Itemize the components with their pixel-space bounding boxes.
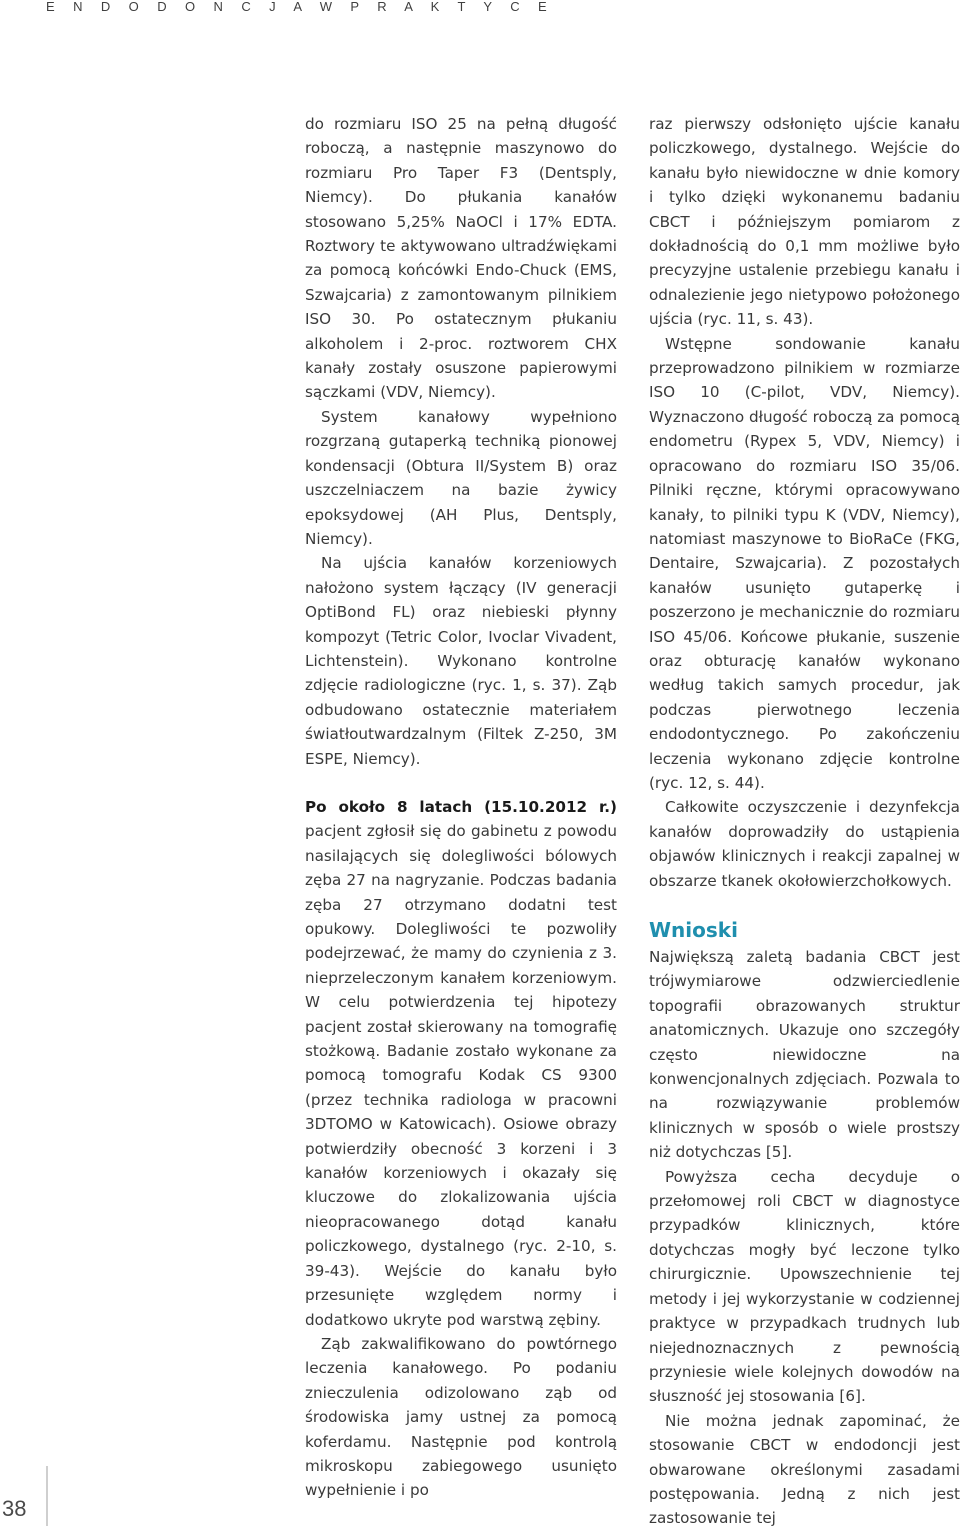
paragraph-lead: Po około 8 latach (15.10.2012 r.) <box>305 797 617 816</box>
paragraph <box>305 795 617 1332</box>
page-number: 38 <box>2 1496 27 1521</box>
paragraph: Powyższa cecha decyduje o przełomowej roli CBCT w diagnostyce przypadków klinicznych, które dotychczas mogły być leczone tylko chirurgicznie. Upowszechnienie tej metody i jej wykorzystanie w codziennej praktyce w przypadkach trudnych lub niejednoznacznych z pewnością przyniesie wiele kolejnych dowodów na słuszność jej stosowania [6]. <box>649 1167 960 1406</box>
paragraph: System kanałowy wypełniono rozgrzaną gutaperką techniką pionowej kondensacji (Obtura II/System B) oraz uszczelniaczem na bazie żywicy epoksydowej (AH Plus, Dentsply, Niemcy). <box>305 407 617 548</box>
paragraph: Ząb zakwalifikowano do powtórnego leczenia kanałowego. Po podaniu znieczulenia odizolowano ząb od środowiska jamy ustnej za pomocą koferdamu. Następnie pod kontrolą mikroskopu zabiegowego usunięto wypełnienie i po <box>305 1334 617 1500</box>
right-column <box>649 112 960 1531</box>
paragraph: Całkowite oczyszczenie i dezynfekcja kanałów doprowadziły do ustąpienia objawów klinicznych i reakcji zapalnej w obszarze tkanek okołowierzchołkowych. <box>649 798 960 890</box>
paragraph: do rozmiaru ISO 25 na pełną długość roboczą, a następnie maszynowo do rozmiaru Pro Taper F3 (Dentsply, Niemcy). Do płukania kanałów stosowano 5,25% NaOCl i 17% EDTA. Roztwory te aktywowano ultradźwiękami za pomocą końcówki Endo-Chuck (EMS, Szwajcaria) z zamontowanym pilnikiem ISO 30. Po ostatecznym płukaniu alkoholem i 2-proc. roztworem CHX kanały zostały osuszone papierowymi sączkami (VDV, Niemcy). <box>305 115 617 402</box>
paragraph: Na ujścia kanałów korzeniowych nałożono system łączący (IV generacji OptiBond FL) oraz niebieski płynny kompozyt (Tetric Color, Ivoclar Vivadent, Lichtenstein). Wykonano kontrolne zdjęcie radiologiczne (ryc. 1, s. 37). Ząb odbudowano ostatecznie materiałem światłoutwardzalnym (Filtek Z-250, 3M ESPE, Niemcy). <box>305 554 617 768</box>
paragraph-text: pacjent zgłosił się do gabinetu z powodu nasilających się dolegliwości bólowych zęba 27 na nagryzanie. Podczas badania zęba 27 otrzymano dodatni test opukowy. Dolegliwości te pozwoliły podejrzewać, że mamy do czynienia z 3. nieprzeleczonym kanałem korzeniowym. W celu potwierdzenia tej hipotezy pacjent został skierowany na tomografię stożkową. Badanie zostało wykonane za pomocą tomografu Kodak CS 9300 (przez technika radiologa w pracowni 3DTOMO w Katowicach). Osiowe obrazy potwierdziły obecność 3 korzeni i 3 kanałów korzeniowych i okazały się kluczowe do zlokalizowania ujścia nieopracowanego dotąd kanału policzkowego, dystalnego (ryc. 2-10, s. 39-43). Wejście do kanału było przesunięte względem normy i dodatkowo ukryte pod warstwą zębiny. <box>305 822 617 1329</box>
paragraph: raz pierwszy odsłonięto ujście kanału policzkowego, dystalnego. Wejście do kanału było niewidoczne w dnie komory i tylko dzięki wykonanemu badaniu CBCT i późniejszym pomiarom z dokładnością do 0,1 mm możliwe było precyzyjne ustalenie przebiegu kanału i odnalezienie jego nietypowo położonego ujścia (ryc. 11, s. 43). <box>649 115 960 329</box>
running-head: E N D O D O N C J A W P R A K T Y C E <box>46 0 555 14</box>
section-heading: Wnioski <box>649 918 738 942</box>
paragraph: Największą zaletą badania CBCT jest trójwymiarowe odzwierciedlenie topografii obrazowanych struktur anatomicznych. Ukazuje ono szczegóły często niewidoczne na konwencjonalnych zdjęciach. Pozwala to na rozwiązywanie problemów klinicznych w sposób o wiele prostszy niż dotychczas [5]. <box>649 948 960 1162</box>
paragraph: Nie można jednak zapominać, że stosowanie CBCT w endodoncji jest obwarowane określonymi zasadami postępowania. Jedną z nich jest zastosowanie tej <box>649 1411 960 1528</box>
left-column <box>305 112 617 1503</box>
paragraph: Wstępne sondowanie kanału przeprowadzono pilnikiem w rozmiarze ISO 10 (C-pilot, VDV, Niemcy). Wyznaczono długość roboczą za pomocą endometru (Rypex 5, VDV, Niemcy) i opracowano do rozmiaru ISO 35/06. Pilniki ręczne, którymi opracowywano kanały, to pilniki typu K (VDV, Niemcy), natomiast maszynowe to BioRaCe (FKG, Dentaire, Szwajcaria). Z pozostałych kanałów usunięto gutaperkę i poszerzono je mechanicznie do rozmiaru ISO 45/06. Końcowe płukanie, suszenie oraz obturację kanałów wykonano według takich samych procedur, jak podczas pierwotnego leczenia endodontycznego. Po zakończeniu leczenia wykonano zdjęcie kontrolne (ryc. 12, s. 44). <box>649 334 960 792</box>
